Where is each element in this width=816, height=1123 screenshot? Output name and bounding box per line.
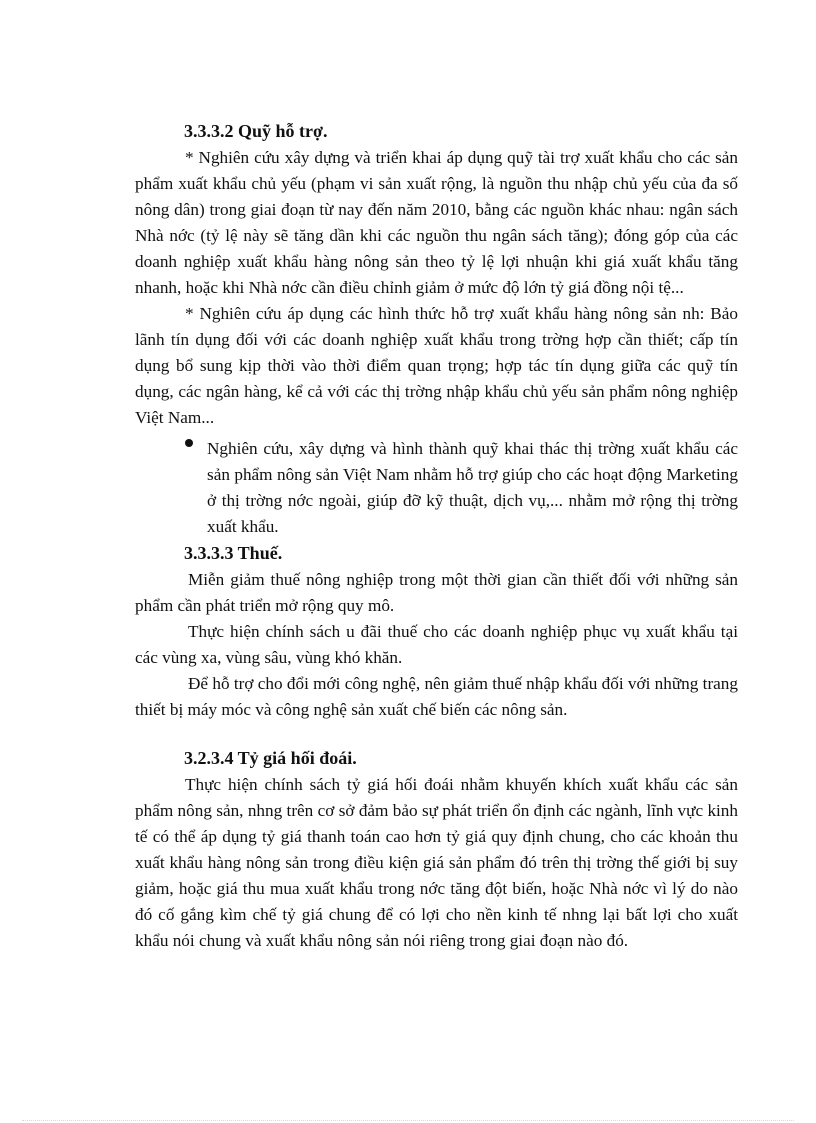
page-bottom-divider (22, 1120, 794, 1121)
document-page (135, 118, 738, 954)
bullet-text: Nghiên cứu, xây dựng và hình thành quỹ khai thác thị trờng xuất khẩu các sản phẩm nông sản Việt Nam nhằm hỗ trợ giúp cho các hoạt động Marketing ở thị trờng nớc ngoài, giúp đỡ kỹ thuật, dịch vụ,... nhằm mở rộng thị trờng xuất khẩu. (207, 439, 738, 536)
section-heading-quy-ho-tro: 3.3.3.2 Quỹ hỗ trợ. (184, 121, 328, 141)
bullet-icon (185, 439, 193, 447)
bullet-list (135, 436, 738, 540)
paragraph: Thực hiện chính sách tỷ giá hối đoái nhằm khuyến khích xuất khẩu các sản phẩm nông sản, nhng trên cơ sở đảm bảo sự phát triển ổn định các ngành, lĩnh vực kinh tế có thể áp dụng tỷ giá thanh toán cao hơn tỷ giá quy định chung, cho các khoản thu xuất khẩu hàng nông sản trong điều kiện giá sản phẩm đó trên thị trờng thế giới bị suy giảm, hoặc giá thu mua xuất khẩu trong nớc tăng đột biến, hoặc Nhà nớc vì lý do nào đó cố gắng kìm chế tỷ giá chung để có lợi cho nền kinh tế nhng lại bất lợi cho xuất khẩu nói chung và xuất khẩu nông sản nói riêng trong giai đoạn nào đó. (135, 775, 738, 950)
bullet-item (135, 436, 738, 540)
section-heading-ty-gia-hoi-doai: 3.2.3.4 Tỷ giá hối đoái. (184, 748, 357, 768)
paragraph: Để hỗ trợ cho đổi mới công nghệ, nên giảm thuế nhập khẩu đối với những trang thiết bị máy móc và công nghệ sản xuất chế biến các nông sản. (135, 674, 738, 719)
paragraph: Thực hiện chính sách u đãi thuế cho các doanh nghiệp phục vụ xuất khẩu tại các vùng xa, vùng sâu, vùng khó khăn. (135, 622, 738, 667)
paragraph: * Nghiên cứu áp dụng các hình thức hỗ trợ xuất khẩu hàng nông sản nh: Bảo lãnh tín dụng đối với các doanh nghiệp xuất khẩu trong trờng hợp cần thiết; cấp tín dụng bổ sung kịp thời vào thời điểm quan trọng; hợp tác tín dụng giữa các quỹ tín dụng, các ngân hàng, kể cả với các thị trờng nhập khẩu chủ yếu sản phẩm nông nghiệp Việt Nam... (135, 304, 738, 427)
paragraph: * Nghiên cứu xây dựng và triển khai áp dụng quỹ tài trợ xuất khẩu cho các sản phẩm xuất khẩu chủ yếu (phạm vi sản xuất rộng, là nguồn thu nhập chủ yếu của đa số nông dân) trong giai đoạn từ nay đến năm 2010, bằng các nguồn khác nhau: ngân sách Nhà nớc (tỷ lệ này sẽ tăng dần khi các nguồn thu ngân sách tăng); đóng góp của các doanh nghiệp xuất khẩu hàng nông sản theo tỷ lệ lợi nhuận khi giá xuất khẩu tăng nhanh, hoặc khi Nhà nớc cần điều chỉnh giảm ở mức độ lớn tỷ giá đồng nội tệ... (135, 148, 738, 297)
section-heading-thue: 3.3.3.3 Thuế. (184, 543, 283, 563)
paragraph: Miễn giảm thuế nông nghiệp trong một thời gian cần thiết đối với những sản phẩm cần phát triển mở rộng quy mô. (135, 570, 738, 615)
